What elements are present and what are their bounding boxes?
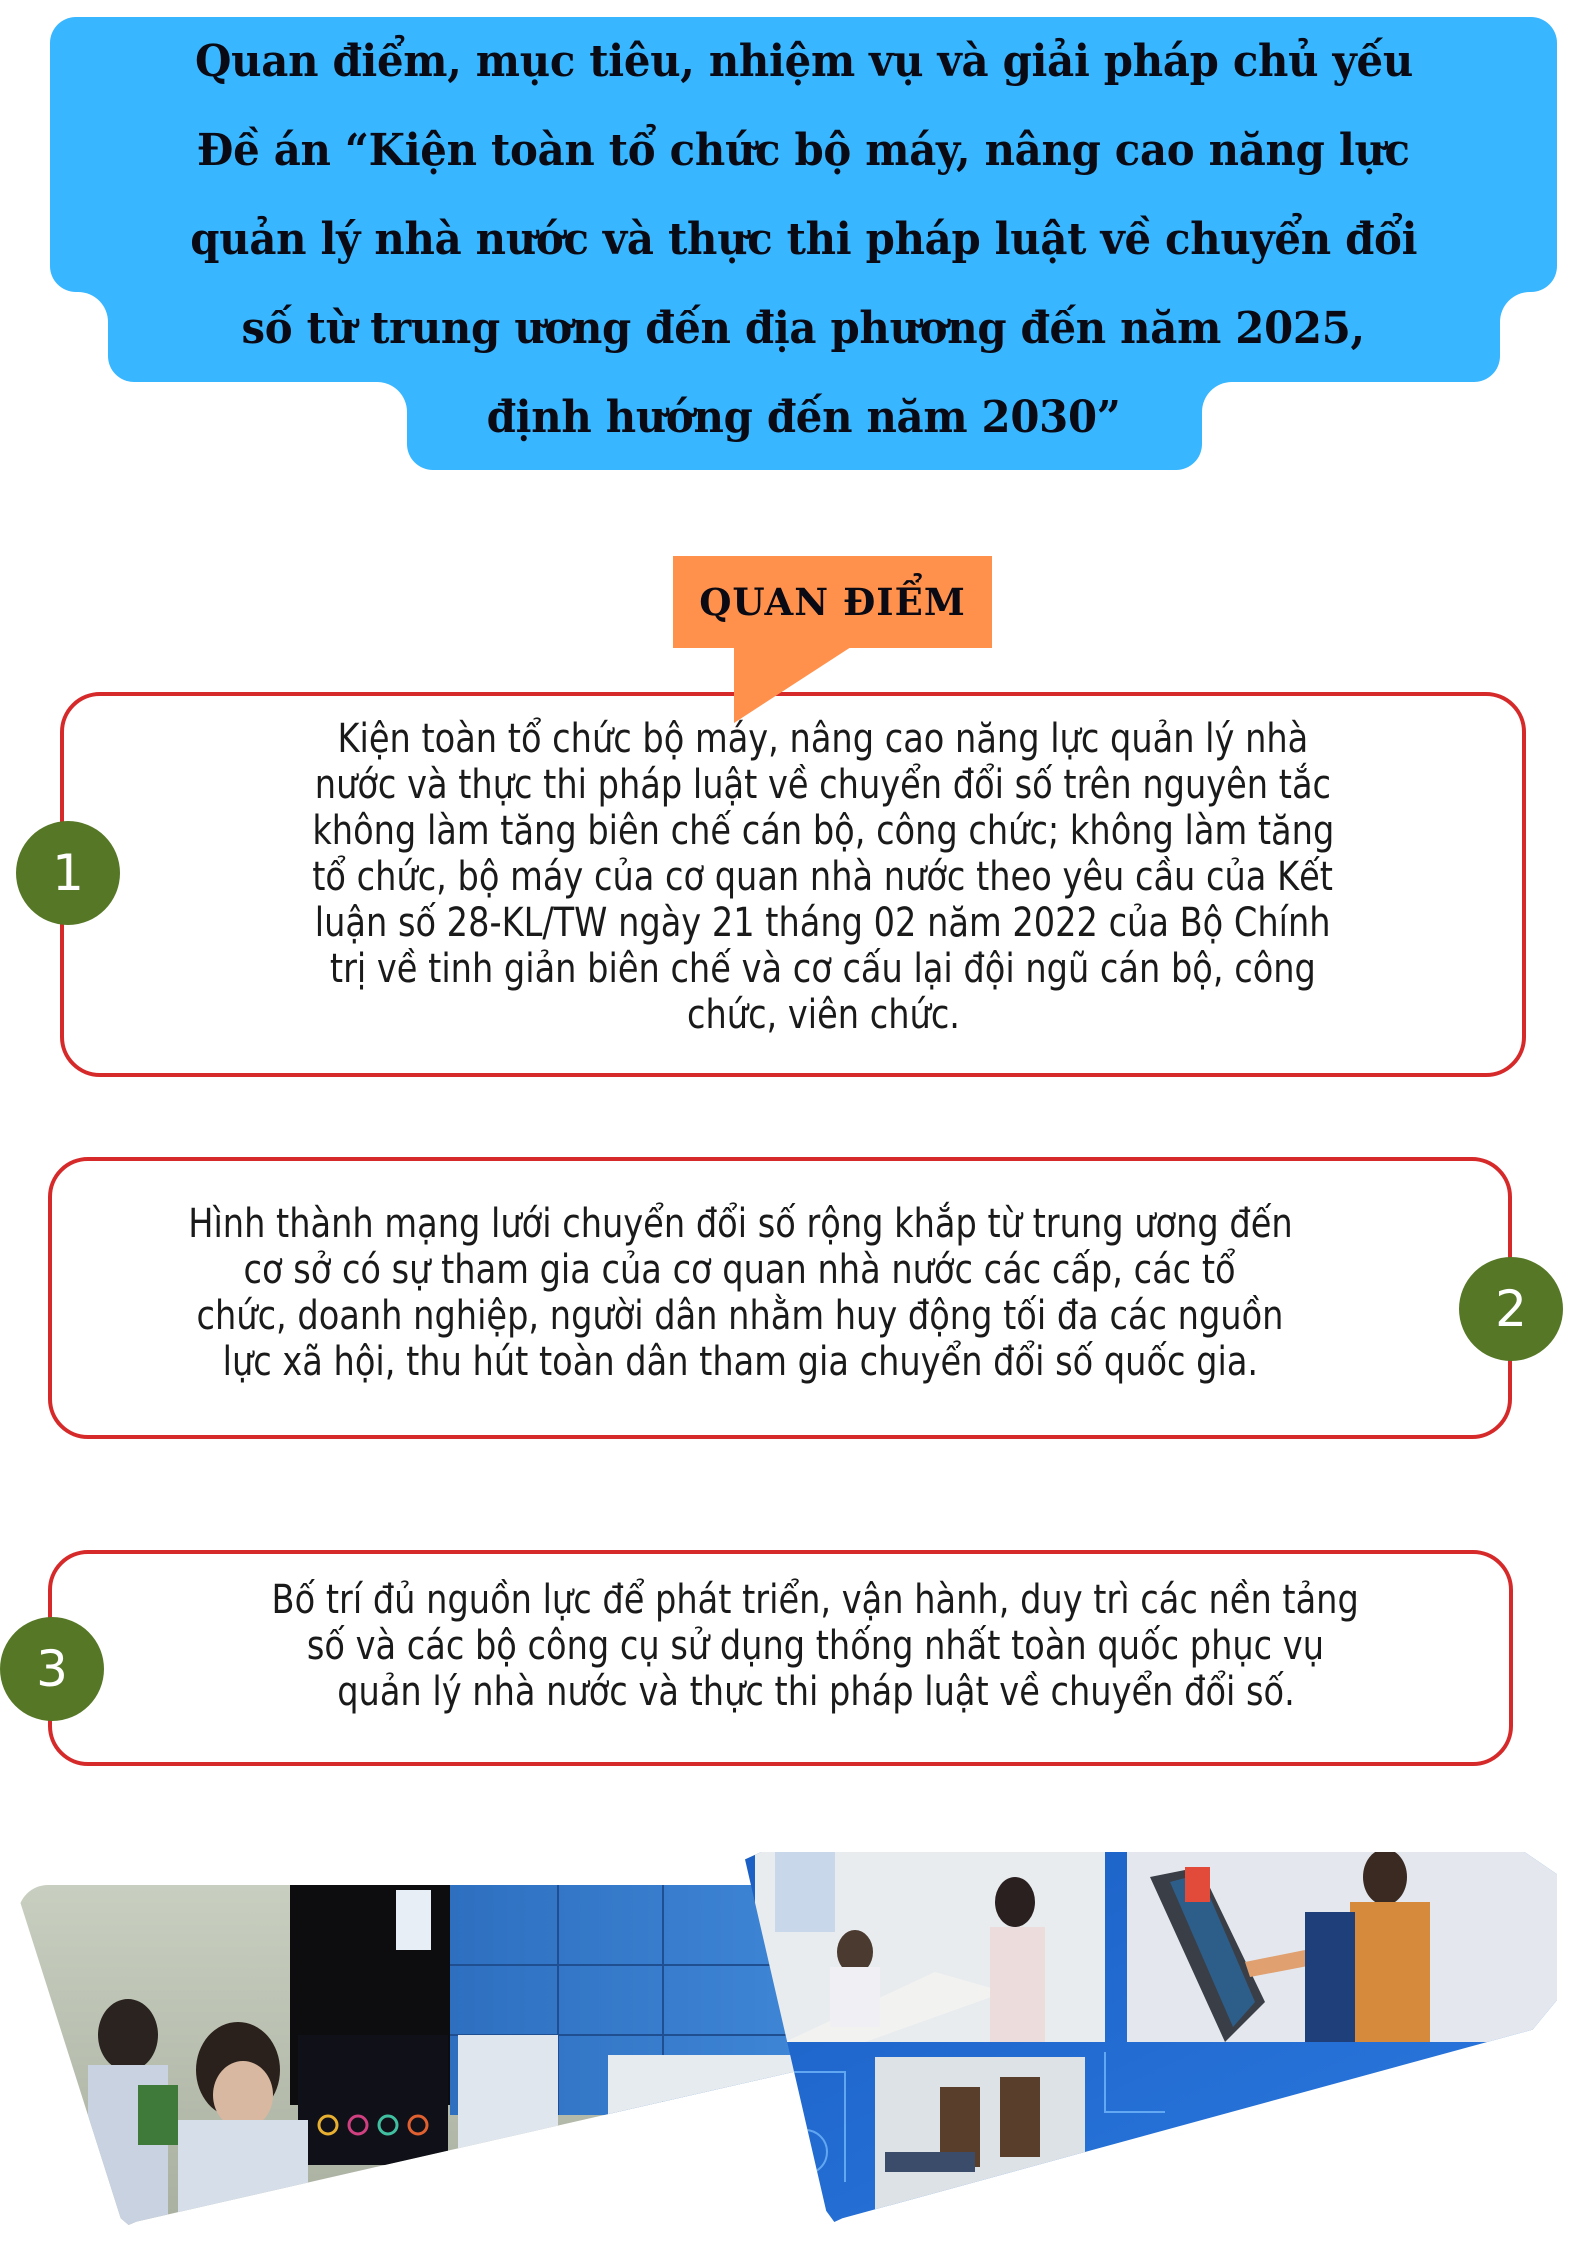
public-service-image-icon [745, 1852, 1557, 2222]
section-tag [673, 556, 992, 648]
title-line: định hướng đến năm 2030” [486, 392, 1121, 443]
title-line: Đề án “Kiện toàn tổ chức bộ máy, nâng cao năng lực [197, 125, 1410, 176]
viewpoint-card-1 [60, 692, 1526, 1077]
page-title [50, 17, 1557, 462]
title-line: Quan điểm, mục tiêu, nhiệm vụ và giải pháp chủ yếu [194, 36, 1413, 87]
number-badge-1: 1 [16, 821, 120, 925]
card-body: Kiện toàn tổ chức bộ máy, nâng cao năng lực quản lý nhà nước và thực thi pháp luật về chuyển đổi số trên nguyên tắc không làm tăng biên chế cán bộ, công chức; không làm tăng tổ chức, bộ máy của cơ quan nhà nước theo yêu cầu của Kết luận số 28-KL/TW ngày 21 tháng 02 năm 2022 của Bộ Chính trị về tinh giản biên chế và cơ cấu lại đội ngũ cán bộ, công chức, viên chức. [312, 716, 1334, 1038]
title-line: quản lý nhà nước và thực thi pháp luật về chuyển đổi [190, 214, 1417, 265]
viewpoint-card-3 [48, 1550, 1513, 1766]
control-room-photo [18, 1885, 808, 2225]
number-badge-3: 3 [0, 1617, 104, 1721]
title-line: số từ trung ương đến địa phương đến năm 2025, [241, 303, 1366, 354]
card-body: Bố trí đủ nguồn lực để phát triển, vận hành, duy trì các nền tảng số và các bộ công cụ sử dụng thống nhất toàn quốc phục vụ quản lý nhà nước và thực thi pháp luật về chuyển đổi số. [271, 1577, 1360, 1715]
control-room-image-icon [18, 1885, 808, 2225]
card-body: Hình thành mạng lưới chuyển đổi số rộng khắp từ trung ương đến cơ sở có sự tham gia của cơ quan nhà nước các cấp, các tổ chức, doanh nghiệp, người dân nhằm huy động tối đa các nguồn lực xã hội, thu hút toàn dân tham gia chuyển đổi số quốc gia. [187, 1201, 1293, 1385]
public-service-collage [745, 1852, 1557, 2222]
speech-tail-icon [734, 647, 854, 727]
number-badge-2: 2 [1459, 1257, 1563, 1361]
section-tag-label: QUAN ĐIỂM [699, 580, 966, 624]
viewpoint-card-2 [48, 1157, 1512, 1439]
